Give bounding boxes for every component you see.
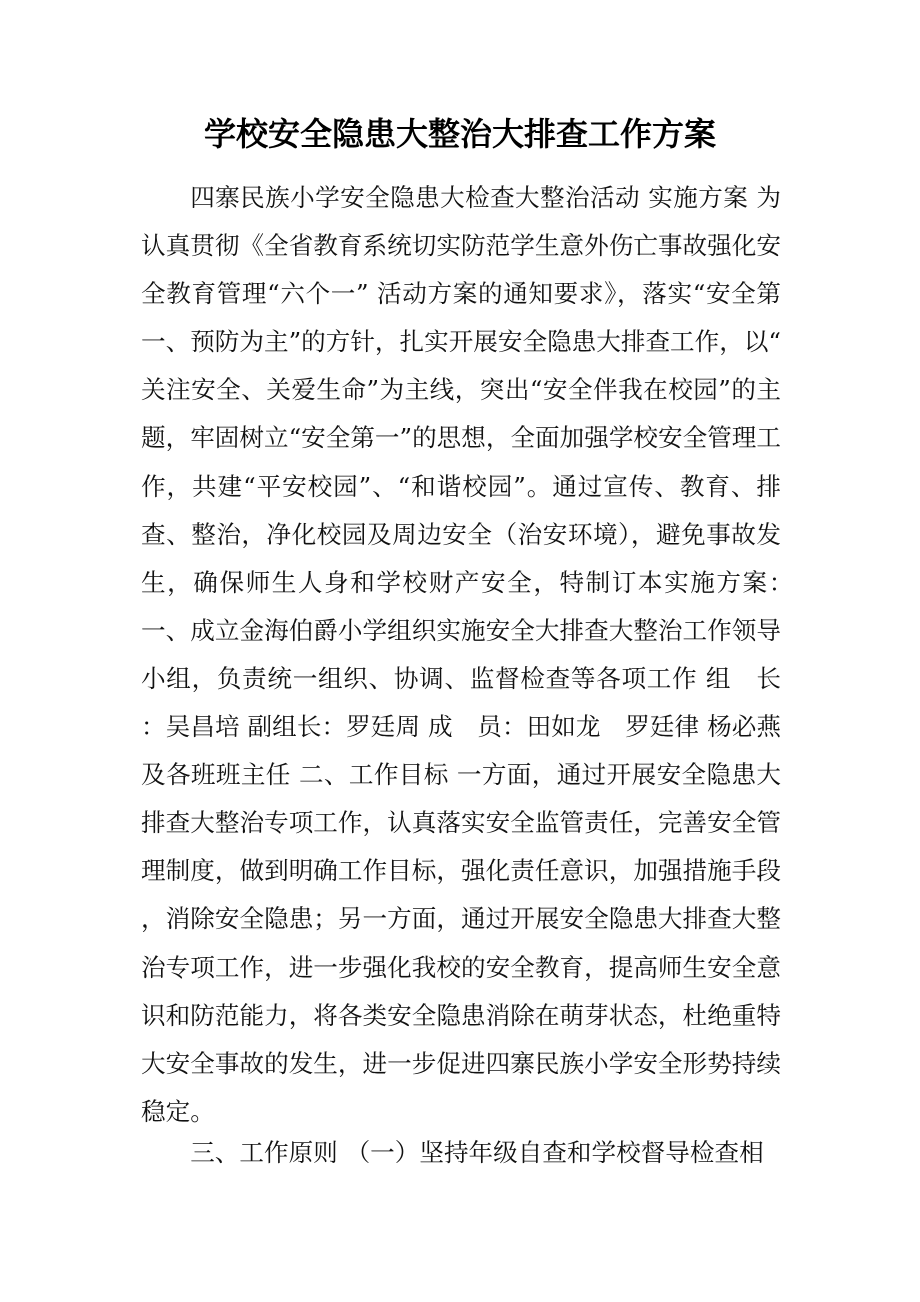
body-paragraph-2: 三、工作原则 （一）坚持年级自查和学校督导检查相 bbox=[190, 1138, 764, 1167]
body-paragraph-1: 四寨民族小学安全隐患大检查大整治活动 实施方案 为认真贯彻《全省教育系统切实防范学生意外伤亡事故强化安全教育管理“六个一” 活动方案的通知要求》，落实“安全第一、预防为主”的方针，扎实开展安全隐患大排查工作，以“关注安全、关爱生命”为主线，突出“安全伴我在校园”的主题，牢固树立“安全第一”的思想，全面加强学校安全管理工作，共建“平安校园”、“和谐校园”。通过宣传、教育、排查、整治，净化校园及周边安全（治安环境），避免事故发生，确保师生人身和学校财产安全，特制订本实施方案： 一、成立金海伯爵小学组织实施安全大排查大整治工作领导小组，负责统一组织、协调、监督检查等各项工作 组 长：吴昌培 副组长：罗廷周 成 员：田如龙 罗廷律 杨必燕及各班班主任 二、工作目标 一方面，通过开展安全隐患大排查大整治专项工作，认真落实安全监管责任，完善安全管理制度，做到明确工作目标，强化责任意识，加强措施手段，消除安全隐患；另一方面，通过开展安全隐患大排查大整治专项工作，进一步强化我校的安全教育，提高师生安全意识和防范能力，将各类安全隐患消除在萌芽状态，杜绝重特大安全事故的发生，进一步促进四寨民族小学安全形势持续稳定。 bbox=[141, 183, 806, 1126]
document-title: 学校安全隐患大整治大排查工作方案 bbox=[203, 115, 716, 153]
